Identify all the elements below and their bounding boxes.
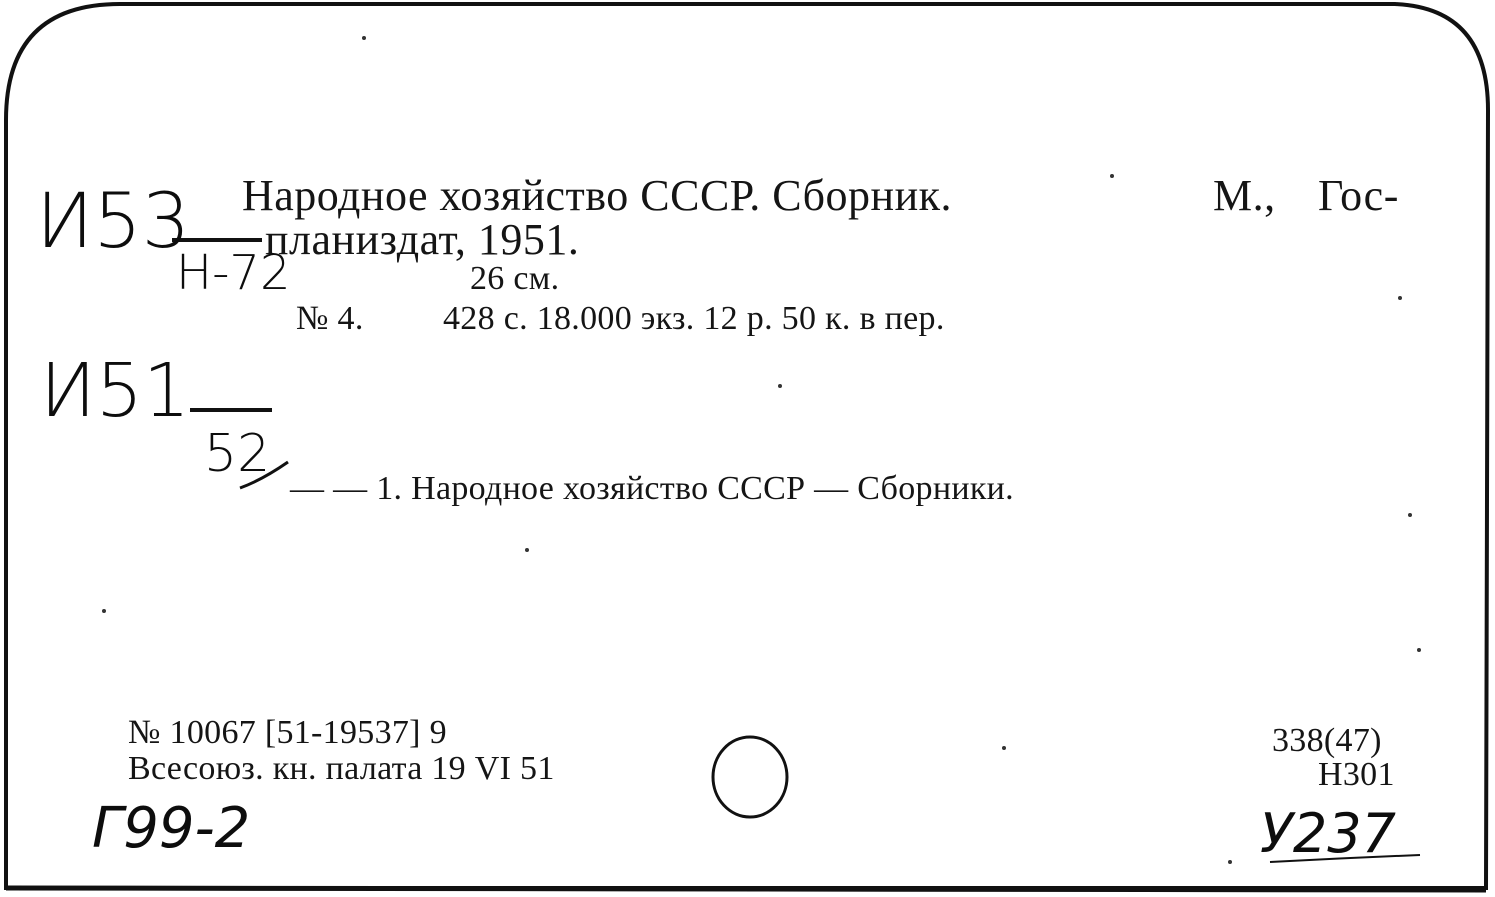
main-entry-line1: Народное хозяйство СССР. Сборник. — [242, 171, 953, 220]
speck — [102, 609, 106, 613]
speck — [1398, 296, 1402, 300]
speck — [362, 36, 366, 40]
size-note: 26 см. — [470, 260, 560, 297]
bottom-left-mark: Г99-2 — [92, 796, 251, 861]
book-chamber: Всесоюз. кн. палата 19 VI 51 — [128, 750, 555, 787]
speck — [1228, 860, 1232, 864]
bottom-right-mark: У237 — [1260, 802, 1396, 865]
author-mark: Н301 — [1318, 756, 1395, 793]
speck — [1002, 746, 1006, 750]
shelf-fraction-1: Н-72 — [176, 245, 291, 301]
card-hole — [713, 737, 787, 817]
shelf-mark-2: И51 — [40, 348, 191, 434]
speck — [525, 548, 529, 552]
shelf-mark-1: И53 — [36, 176, 191, 265]
main-entry-place: М., — [1213, 171, 1276, 220]
speck — [1408, 513, 1412, 517]
series-number: № 4. — [296, 300, 364, 337]
subject-heading: — — 1. Народное хозяйство СССР — Сборники. — [290, 470, 1014, 507]
speck — [778, 384, 782, 388]
collation: 428 с. 18.000 экз. 12 р. 50 к. в пер. — [443, 300, 945, 337]
card-number: № 10067 [51-19537] 9 — [128, 714, 447, 751]
shelf-fraction-2: 52 — [204, 424, 271, 484]
main-entry-line2: планиздат, 1951. — [265, 215, 580, 264]
main-entry-publisher: Гос- — [1318, 171, 1399, 220]
speck — [1110, 174, 1114, 178]
speck — [1417, 648, 1421, 652]
classification-number: 338(47) — [1272, 722, 1382, 759]
